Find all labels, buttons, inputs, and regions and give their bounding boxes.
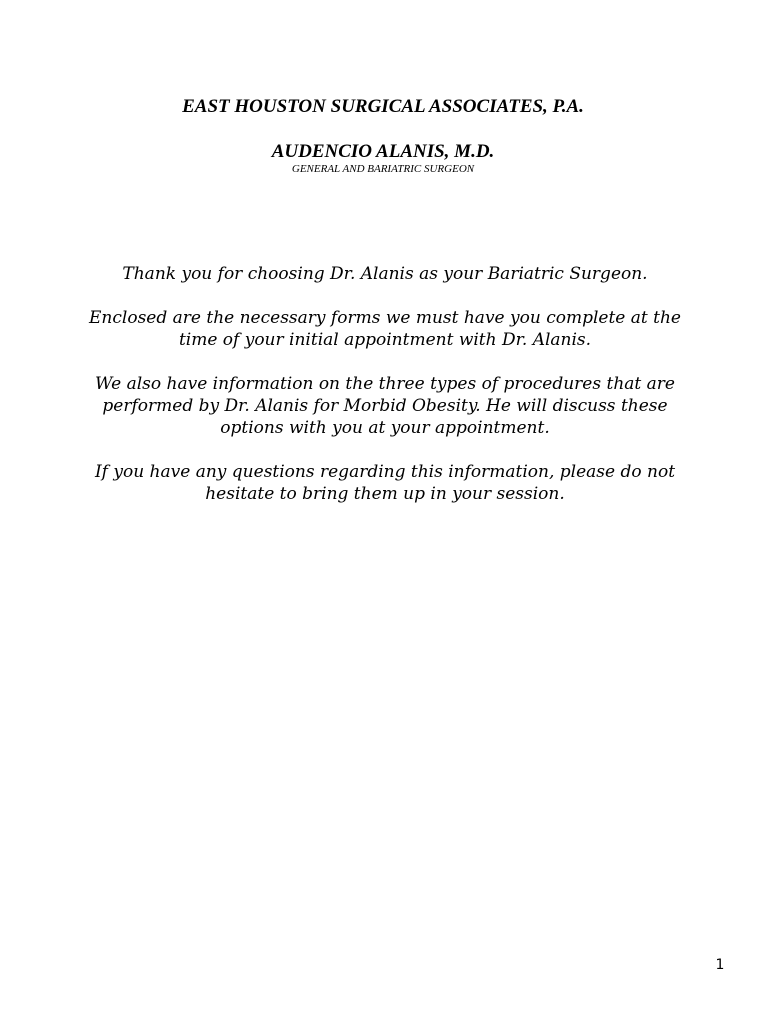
paragraph-procedures <box>0 373 770 439</box>
firm-name: EAST HOUSTON SURGICAL ASSOCIATES, P.A. <box>182 96 584 117</box>
paragraph-line: Thank you for choosing Dr. Alanis as your Bariatric Surgeon. <box>122 264 648 284</box>
page-number: 1 <box>715 957 725 973</box>
paragraph-line: options with you at your appointment. <box>220 418 550 438</box>
paragraph-line: time of your initial appointment with Dr. Alanis. <box>178 330 592 350</box>
paragraph-questions <box>0 461 770 505</box>
paragraph-line: Enclosed are the necessary forms we must have you complete at the <box>89 308 681 328</box>
paragraph-enclosed-forms <box>0 307 770 351</box>
paragraph-line: If you have any questions regarding this information, please do not <box>94 462 676 482</box>
paragraph-thank-you <box>0 263 770 285</box>
letter-body <box>0 263 770 527</box>
paragraph-line: hesitate to bring them up in your session. <box>205 484 565 504</box>
doctor-name: AUDENCIO ALANIS, M.D. <box>271 141 495 162</box>
doctor-specialty: GENERAL AND BARIATRIC SURGEON <box>291 163 475 175</box>
paragraph-line: performed by Dr. Alanis for Morbid Obesity. He will discuss these <box>102 396 668 416</box>
paragraph-line: We also have information on the three types of procedures that are <box>95 374 675 394</box>
